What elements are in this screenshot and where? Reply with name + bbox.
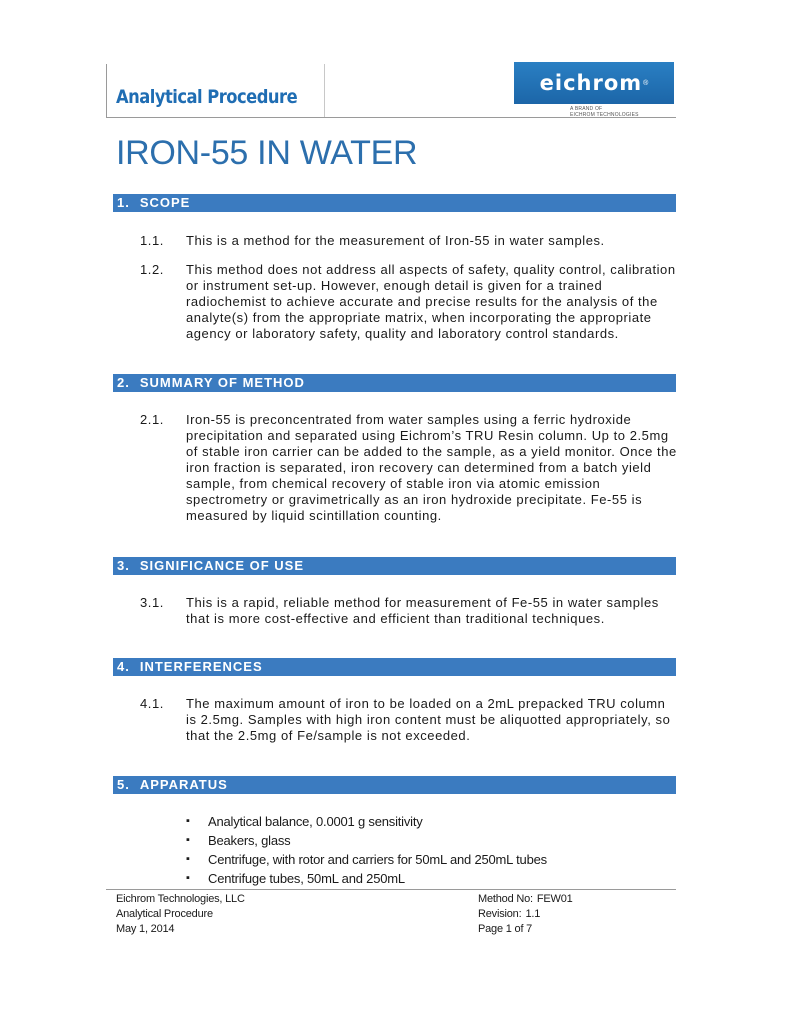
footer-method xyxy=(478,892,573,907)
header-title: Analytical Procedure xyxy=(116,86,298,108)
paragraph-text: This is a method for the measurement of Iron-55 in water samples. xyxy=(186,233,605,248)
footer-method-label: Method No: xyxy=(478,893,533,905)
footer-doc-type: Analytical Procedure xyxy=(116,908,213,920)
section-number: 2. xyxy=(117,375,130,390)
paragraph-2-1 xyxy=(140,412,680,524)
logo-tagline xyxy=(570,106,639,118)
paragraph-text: The maximum amount of iron to be loaded on a 2mL prepacked TRU column is 2.5mg. Samples with high iron content must be aliquotted appropriately, so that the 2.5mg of Fe/sample is not exceeded. xyxy=(186,696,671,743)
header-divider-rule xyxy=(324,64,325,118)
section-number: 5. xyxy=(117,777,130,792)
footer-page-label: Page xyxy=(478,923,503,935)
footer-page-of: of xyxy=(514,923,524,935)
paragraph-number: 1.1. xyxy=(140,233,164,248)
document-title: IRON-55 IN WATER xyxy=(116,134,418,172)
footer-company: Eichrom Technologies, LLC xyxy=(116,893,245,905)
footer-revision-value: 1.1 xyxy=(525,908,541,920)
section-heading-apparatus xyxy=(113,776,676,794)
section-number: 1. xyxy=(117,195,130,210)
bullet-square-icon: ▪ xyxy=(186,815,190,827)
footer-page-current: 1 xyxy=(505,923,512,935)
section-title: SUMMARY OF METHOD xyxy=(139,375,305,390)
header-left-rule xyxy=(106,64,107,118)
footer-page-number xyxy=(478,922,573,937)
section-heading-scope xyxy=(113,194,676,212)
section-heading-interferences xyxy=(113,658,676,676)
bullet-square-icon: ▪ xyxy=(186,853,190,865)
paragraph-1-2 xyxy=(140,262,680,342)
footer-rule xyxy=(106,889,676,890)
section-title: SCOPE xyxy=(139,195,191,210)
section-heading-significance-of-use xyxy=(113,557,676,575)
list-item-text: Analytical balance, 0.0001 g sensitivity xyxy=(208,814,423,829)
footer-method-value: FEW01 xyxy=(536,893,573,905)
list-item xyxy=(186,831,547,850)
list-item xyxy=(186,812,547,831)
footer-date: May 1, 2014 xyxy=(116,923,175,935)
paragraph-4-1 xyxy=(140,696,680,744)
section-title: APPARATUS xyxy=(139,777,228,792)
footer-page-total: 7 xyxy=(526,923,533,935)
paragraph-3-1 xyxy=(140,595,680,627)
paragraph-1-1 xyxy=(140,233,680,249)
footer-left xyxy=(116,892,245,937)
logo-wordmark: eichrom xyxy=(539,71,643,95)
section-number: 3. xyxy=(117,558,130,573)
logo-registered-mark: ® xyxy=(643,79,649,87)
paragraph-number: 4.1. xyxy=(140,696,164,711)
paragraph-number: 2.1. xyxy=(140,412,164,427)
apparatus-list xyxy=(186,812,547,888)
section-number: 4. xyxy=(117,659,130,674)
paragraph-text: Iron-55 is preconcentrated from water samples using a ferric hydroxide precipitation and separated using Eichrom’s TRU Resin column. Up to 2.5mg of stable iron carrier can be added to the sample, as a yield monitor. Once the iron fraction is separated, iron recovery can determined from a batch yield sample, from chemical recovery of stable iron via atomic emission spectrometry or gravimetrically as an iron hydroxide precipitate. Fe-55 is measured by liquid scintillation counting. xyxy=(186,412,677,523)
footer-revision-label: Revision: xyxy=(478,908,522,920)
footer-revision xyxy=(478,907,573,922)
bullet-square-icon: ▪ xyxy=(186,872,190,884)
bullet-square-icon: ▪ xyxy=(186,834,190,846)
section-title: INTERFERENCES xyxy=(139,659,263,674)
paragraph-number: 3.1. xyxy=(140,595,164,610)
paragraph-text: This method does not address all aspects of safety, quality control, calibration or instrument set-up. However, enough detail is given for a trained radiochemist to achieve accurate and precise results for the analysis of the analyte(s) from the appropriate matrix, when incorporating the appropriate agency or laboratory safety, quality and laboratory control standards. xyxy=(186,262,676,341)
paragraph-number: 1.2. xyxy=(140,262,164,277)
logo-tagline-line-1: A BRAND OF xyxy=(570,106,603,112)
list-item xyxy=(186,850,547,869)
section-heading-summary-of-method xyxy=(113,374,676,392)
list-item xyxy=(186,869,547,888)
footer-right xyxy=(478,892,573,937)
paragraph-text: This is a rapid, reliable method for measurement of Fe-55 in water samples that is more cost-effective and efficient than traditional techniques. xyxy=(186,595,659,626)
eichrom-logo xyxy=(514,62,674,104)
list-item-text: Centrifuge tubes, 50mL and 250mL xyxy=(208,871,405,886)
list-item-text: Centrifuge, with rotor and carriers for 50mL and 250mL tubes xyxy=(208,852,547,867)
section-title: SIGNIFICANCE OF USE xyxy=(139,558,305,573)
list-item-text: Beakers, glass xyxy=(208,833,291,848)
logo-tagline-line-2: EICHROM TECHNOLOGIES xyxy=(570,112,639,118)
